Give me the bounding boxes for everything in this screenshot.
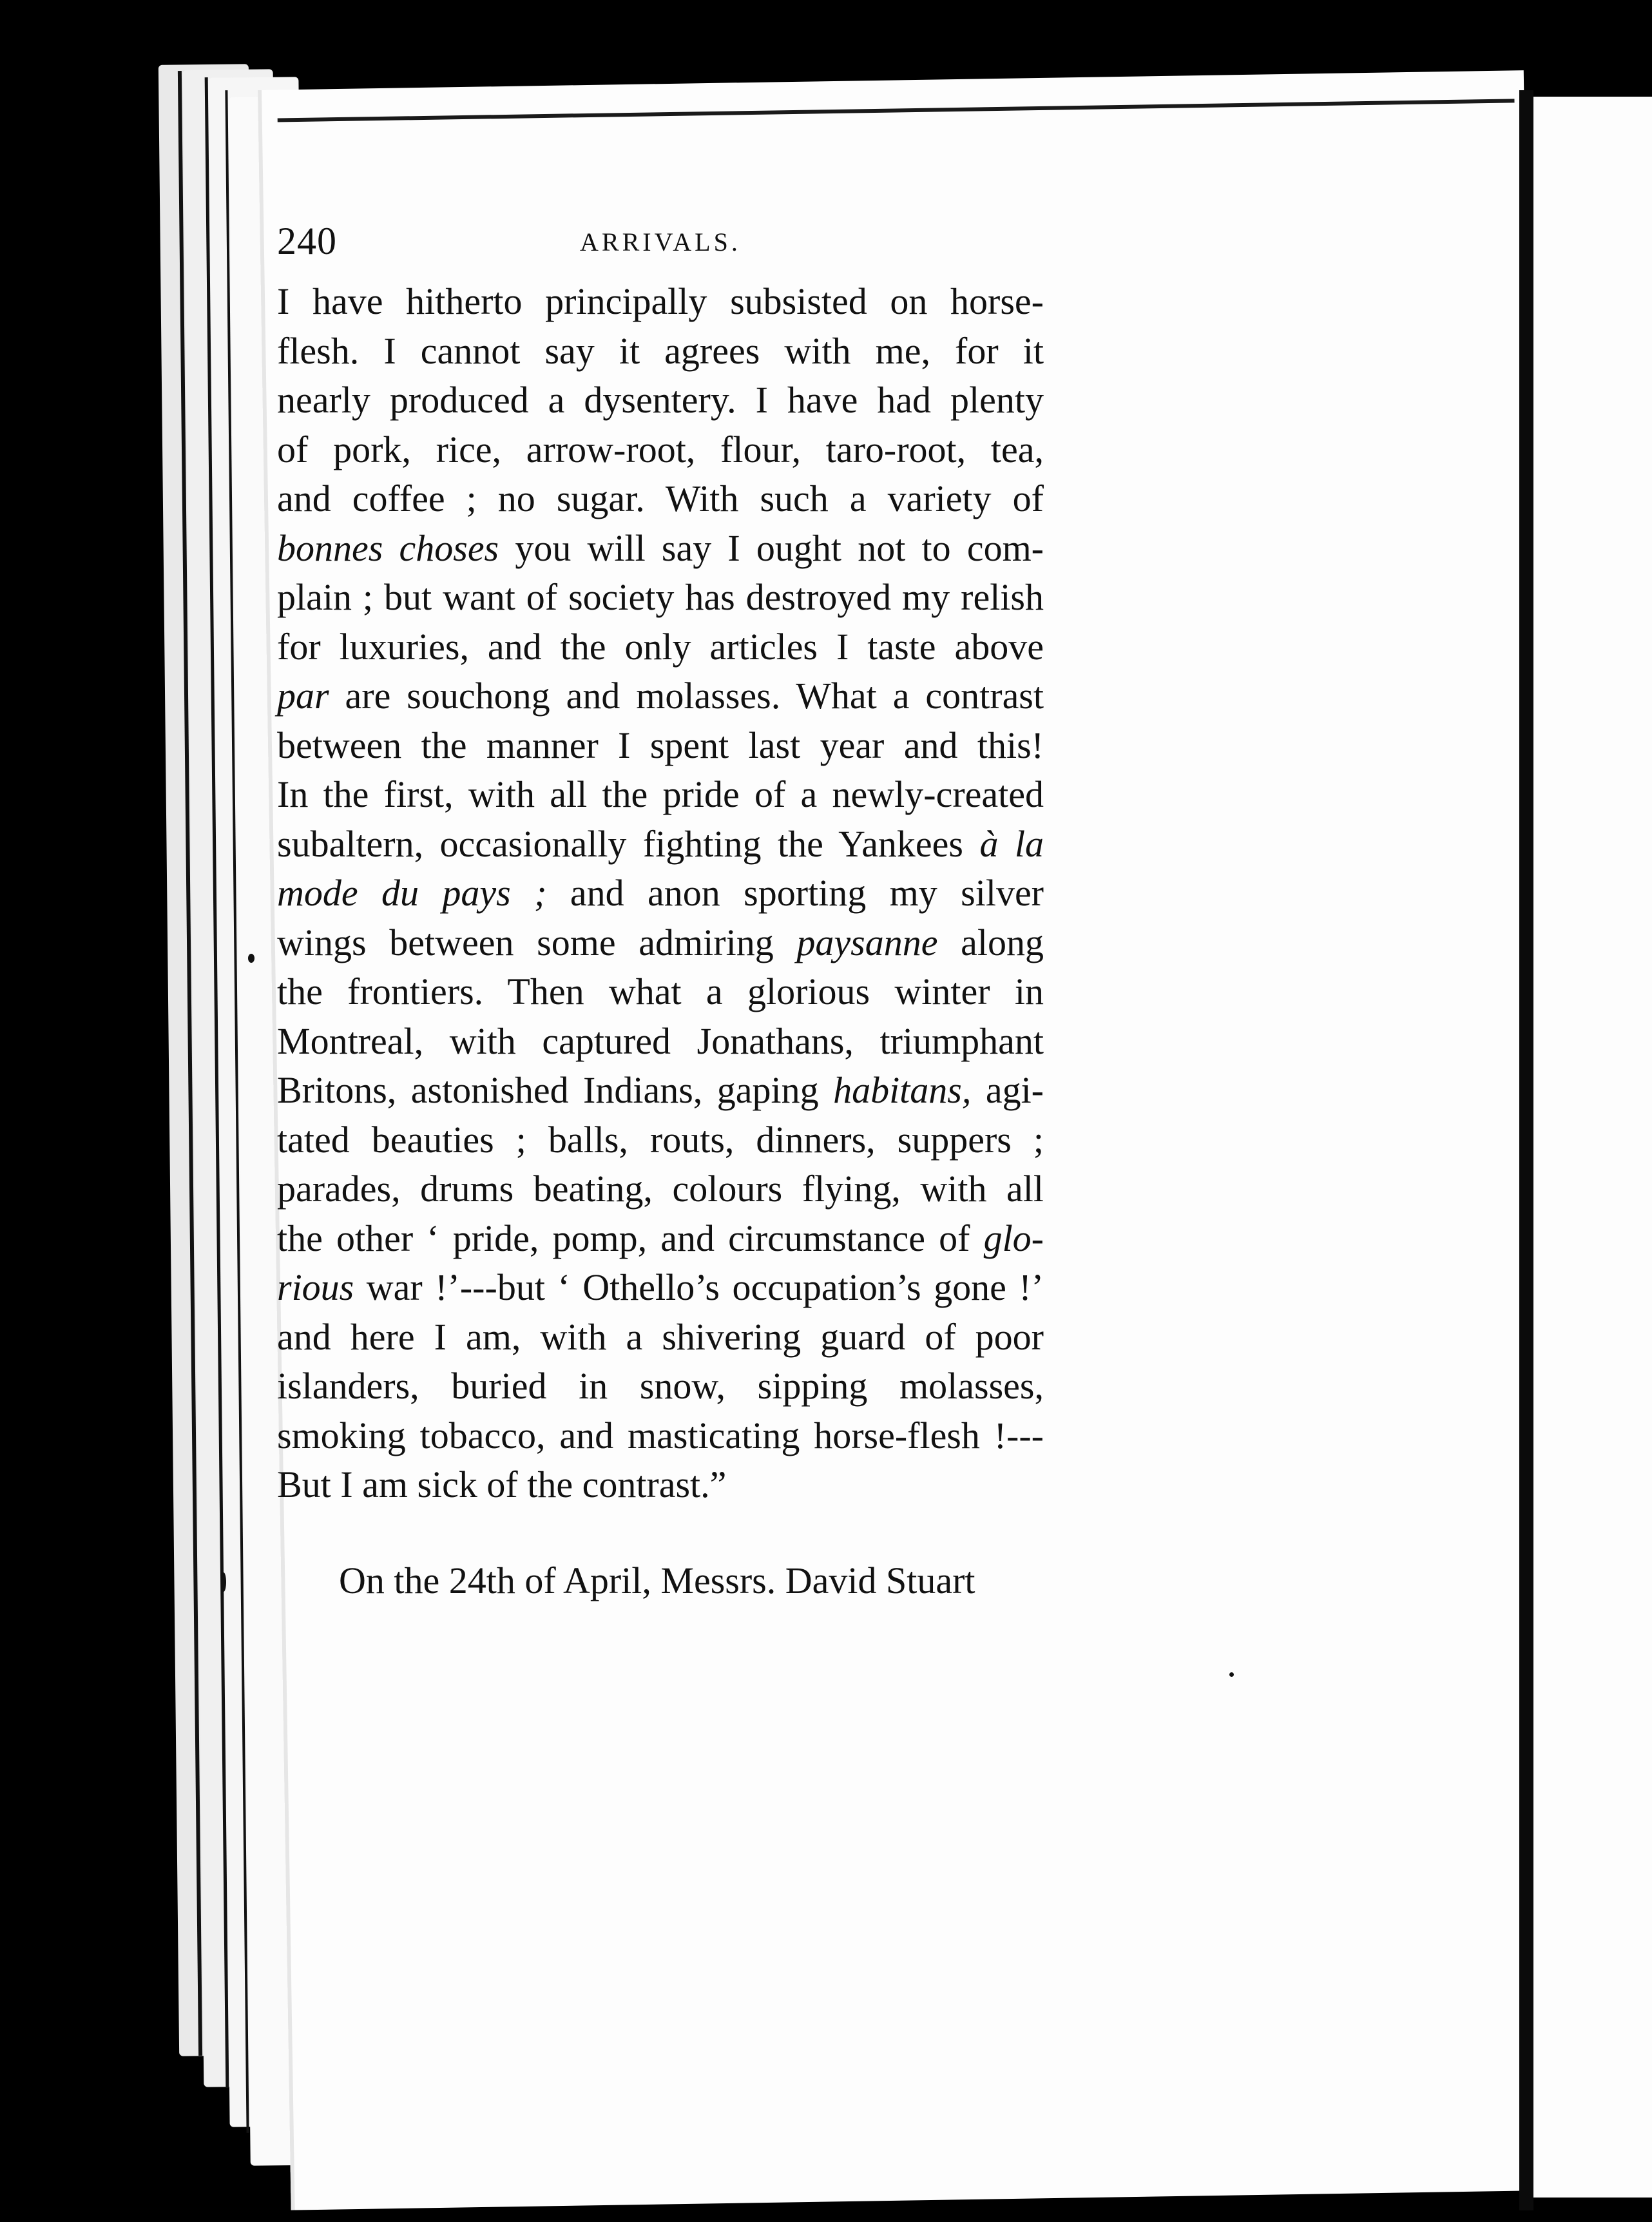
text-line <box>277 1263 1044 1313</box>
text-block <box>277 219 1108 1605</box>
text-line <box>277 1313 1044 1362</box>
text-run: islanders, buried in snow, sipping molasses, <box>277 1365 1044 1407</box>
text-line <box>277 918 1044 968</box>
text-line <box>277 573 1044 623</box>
italic-text: par <box>277 675 329 717</box>
text-run: subaltern, occasionally fighting the Yankees <box>277 822 980 865</box>
paragraph <box>277 1556 1108 1606</box>
text-line <box>277 1066 1044 1116</box>
text-run: Britons, astonished Indians, gaping <box>277 1069 834 1111</box>
text-run: flesh. I cannot say it agrees with me, for it <box>277 329 1044 372</box>
text-run: plain ; but want of society has destroyed my relish <box>277 576 1044 618</box>
text-line <box>277 474 1044 524</box>
text-line <box>277 623 1044 672</box>
text-run: the other ‘ pride, pomp, and circumstance of <box>277 1217 984 1259</box>
page-top-edge <box>278 99 1515 122</box>
text-run: the frontiers. Then what a glorious winter in <box>277 971 1044 1012</box>
italic-text: paysanne <box>796 921 938 963</box>
text-line <box>277 425 1044 475</box>
text-run: But I am sick of the contrast.” <box>277 1464 727 1505</box>
page-number: 240 <box>277 220 337 262</box>
text-run: of pork, rice, arrow-root, flour, taro-root, tea, <box>277 428 1044 470</box>
text-run: On the 24th of April, Messrs. David Stuart <box>339 1559 975 1601</box>
running-head <box>277 219 1108 277</box>
text-run: and here I am, with a shivering guard of poor <box>277 1315 1044 1358</box>
text-run: between the manner I spent last year and this! <box>277 724 1044 766</box>
text-run: for luxuries, and the only articles I taste above <box>277 625 1044 668</box>
italic-text: habitans, <box>833 1069 972 1111</box>
text-line <box>277 770 1044 820</box>
italic-text: mode du pays ; <box>277 872 547 914</box>
paragraph <box>277 277 1108 1510</box>
text-line <box>277 1116 1044 1165</box>
text-line <box>277 376 1044 425</box>
italic-text: glo- <box>983 1217 1044 1259</box>
text-line <box>277 967 1044 1017</box>
text-line <box>277 1017 1044 1067</box>
text-run: and coffee ; no sugar. With such a variety of <box>277 478 1044 519</box>
text-line <box>277 1411 1044 1461</box>
text-run: In the first, with all the pride of a newly-created <box>277 773 1044 815</box>
italic-text: rious <box>277 1266 354 1308</box>
text-run: agi- <box>971 1069 1044 1111</box>
facing-page <box>1533 97 1652 2198</box>
text-run: smoking tobacco, and masticating horse-flesh !--- <box>277 1414 1044 1456</box>
italic-text: à la <box>979 822 1044 865</box>
text-line <box>277 1362 1044 1411</box>
text-line <box>277 671 1044 721</box>
text-line <box>277 820 1044 869</box>
text-run: parades, drums beating, colours flying, with all <box>277 1168 1044 1210</box>
text-line <box>277 1460 1044 1510</box>
dust-speck <box>221 1572 226 1592</box>
text-run: tated beauties ; balls, routs, dinners, suppers ; <box>277 1118 1044 1161</box>
text-run: Montreal, with captured Jonathans, triumphant <box>277 1019 1044 1062</box>
dust-speck <box>248 954 255 963</box>
text-line <box>277 721 1044 771</box>
book-gutter <box>1519 90 1533 2210</box>
text-run: and anon sporting my silver <box>546 872 1044 914</box>
italic-text: bonnes choses <box>277 527 499 569</box>
text-run: are souchong and molasses. What a contrast <box>329 675 1044 717</box>
text-run: you will say I ought not to com- <box>499 527 1044 569</box>
text-run: I have hitherto principally subsisted on horse- <box>277 280 1044 322</box>
running-title: ARRIVALS. <box>580 227 741 256</box>
text-run: nearly produced a dysentery. I have had plenty <box>277 379 1044 421</box>
text-line <box>277 277 1044 327</box>
text-line <box>277 524 1044 574</box>
text-line <box>277 869 1044 918</box>
dust-speck <box>1229 1672 1234 1677</box>
text-line <box>277 1214 1044 1264</box>
text-line <box>277 1164 1044 1214</box>
text-run: along <box>937 921 1044 963</box>
text-line <box>339 1556 1096 1606</box>
text-run: wings between some admiring <box>277 921 797 963</box>
text-run: war !’---but ‘ Othello’s occupation’s gone !’ <box>354 1266 1044 1308</box>
text-line <box>277 327 1044 376</box>
